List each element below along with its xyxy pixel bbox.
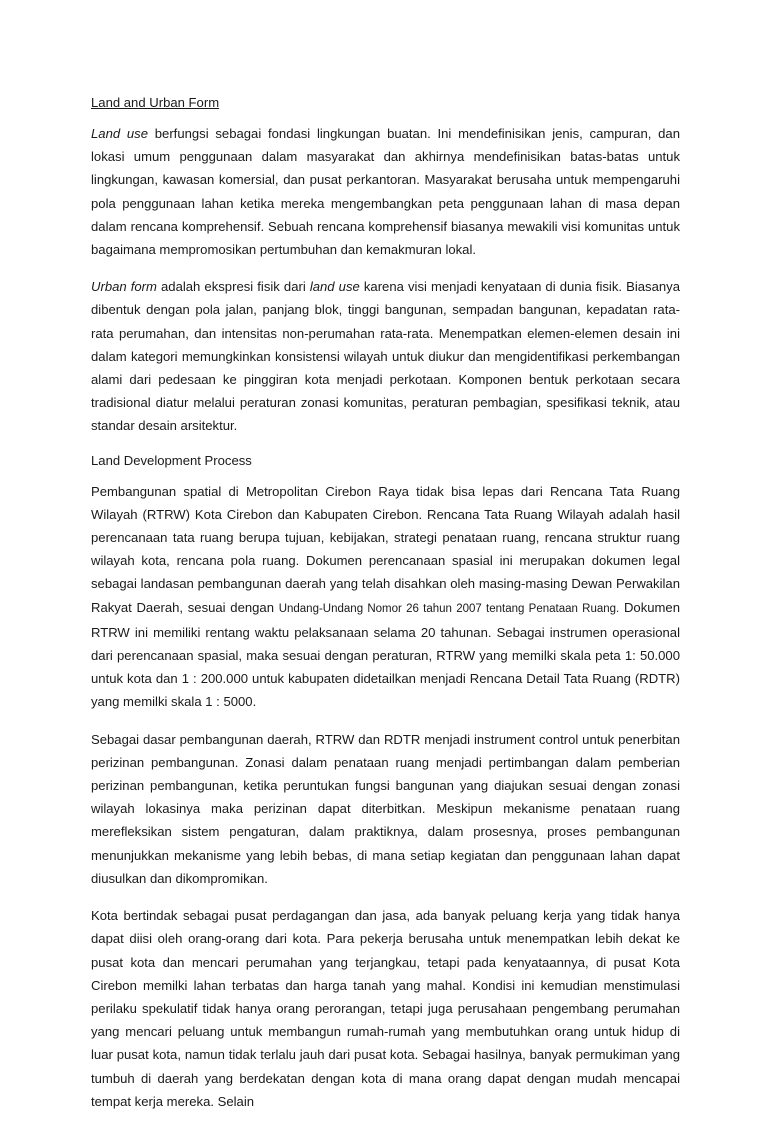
paragraph-urban-form-text-2: karena visi menjadi kenyataan di dunia fisik. Biasanya dibentuk dengan pola jalan, panjang blok, tinggi bangunan, sempadan bangunan, kepadatan rata-rata perumahan, dan intensitas non-perumahan rata-rata. Menempatkan elemen-elemen desain ini dalam kategori memungkinkan konsistensi wilayah untuk diukur dan mengidentifikasi perkembangan alami dari pedesaan ke pinggiran kota menjadi perkotaan. Komponen bentuk perkotaan secara tradisional diatur melalui peraturan zonasi komunitas, peraturan pembagian, spesifikasi teknik, atau standar desain arsitektur. (91, 279, 680, 434)
section-heading-land-urban-form: Land and Urban Form (91, 95, 220, 110)
section-heading-land-development: Land Development Process (91, 452, 252, 468)
paragraph-urban-form (91, 275, 680, 437)
document-page (91, 94, 680, 1127)
term-urban-form: Urban form (91, 279, 157, 295)
law-reference: Undang-Undang Nomor 26 tahun 2007 tentang Penataan Ruang. (278, 602, 620, 615)
paragraph-land-use (91, 122, 680, 261)
term-land-use: Land use (91, 126, 148, 141)
term-land-use-inline: land use (309, 279, 360, 295)
paragraph-urban-form-text-1: adalah ekspresi fisik dari (156, 279, 310, 295)
paragraph-rtrw-text-1: Pembangunan spatial di Metropolitan Cirebon Raya tidak bisa lepas dari Rencana Tata Ruang Wilayah (RTRW) Kota Cirebon dan Kabupaten Cirebon. Rencana Tata Ruang Wilayah adalah hasil perencanaan tata ruang berupa tujuan, kebijakan, strategi penataan ruang, rencana struktur ruang wilayah kota, rencana pola ruang. Dokumen perencanaan spasial ini merupakan dokumen legal sebagai landasan pembangunan daerah yang telah disahkan oleh masing-masing Dewan Perwakilan Rakyat Daerah, sesuai dengan (91, 483, 680, 615)
paragraph-kota: Kota bertindak sebagai pusat perdagangan dan jasa, ada banyak peluang kerja yang tidak hanya dapat diisi oleh orang-orang dari kota. Para pekerja berusaha untuk menempatkan lebih dekat ke pusat kota dan mencari perumahan yang terjangkau, tetapi pada kenyataannya, di pusat Kota Cirebon memilki lahan terbatas dan harga tanah yang mahal. Kondisi ini kemudian menstimulasi perilaku spekulatif tidak hanya orang perorangan, tetapi juga perusahaan pengembang perumahan yang mencari peluang untuk membangun rumah-rumah yang membutuhkan orang untuk hidup di luar pusat kota, namun tidak terlalu jauh dari pusat kota. Sebagai hasilnya, banyak permukiman yang tumbuh di daerah yang berdekatan dengan kota di mana orang dapat dengan mudah mencapai tempat kerja mereka. Selain (91, 908, 680, 1109)
paragraph-rtrw (91, 480, 680, 714)
paragraph-land-use-text: berfungsi sebagai fondasi lingkungan buatan. Ini mendefinisikan jenis, campuran, dan lokasi umum penggunaan dalam masyarakat dan akhirnya mendefinisikan batas-batas untuk lingkungan, kawasan komersial, dan pusat perkantoran. Masyarakat berusaha untuk mempengaruhi pola penggunaan lahan ketika mereka mengembangkan peta penggunaan lahan di masa depan dalam rencana komprehensif. Sebuah rencana komprehensif biasanya mewakili visi komunitas untuk bagaimana mempromosikan pertumbuhan dan kemakmuran lokal. (91, 126, 680, 258)
paragraph-rtrw-text-2: Dokumen RTRW ini memiliki rentang waktu pelaksanaan selama 20 tahunan. Sebagai instrumen operasional dari perencanaan spasial, maka sesuai dengan peraturan, RTRW yang memilki skala peta 1: 50.000 untuk kota dan 1 : 200.000 untuk kabupaten didetailkan menjadi Rencana Detail Tata Ruang (RDTR) yang memilki skala 1 : 5000. (91, 599, 680, 710)
paragraph-zonasi: Sebagai dasar pembangunan daerah, RTRW dan RDTR menjadi instrument control untuk penerbitan perizinan pembangunan. Zonasi dalam penataan ruang menjadi pertimbangan dalam pemberian perizinan pembangunan, ketika peruntukan fungsi bangunan yang diajukan sesuai dengan zonasi wilayah lokasinya maka perizinan dapat diterbitkan. Meskipun mekanisme penataan ruang merefleksikan sistem pengaturan, dalam praktiknya, dalam prosesnya, proses pembangunan menunjukkan mekanisme yang lebih bebas, di mana setiap kegiatan dan penggunaan lahan dapat diusulkan dan dikompromikan. (91, 731, 680, 886)
